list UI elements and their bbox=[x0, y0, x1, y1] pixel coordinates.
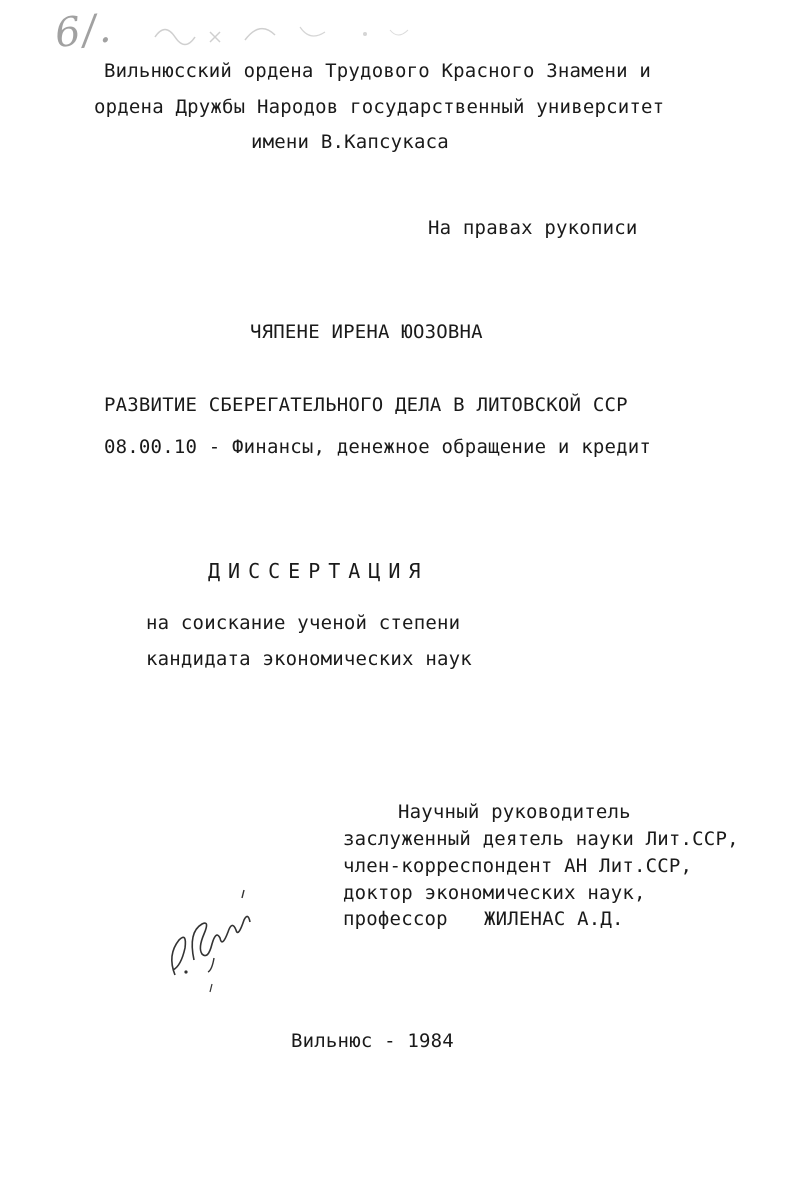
author-name: ЧЯПЕНЕ ИРЕНА ЮОЗОВНА bbox=[250, 321, 483, 343]
supervisor-role: профессор bbox=[343, 908, 448, 930]
supervisor-name: ЖИЛЕНАС А.Д. bbox=[484, 908, 624, 930]
university-line-2: ордена Дружбы Народов государственный университет bbox=[94, 96, 665, 118]
supervisor-title-3: доктор экономических наук, bbox=[343, 882, 646, 904]
faint-stamp-marks bbox=[150, 12, 450, 52]
supervisor-heading: Научный руководитель bbox=[398, 801, 631, 823]
supervisor-title-1: заслуженный деятель науки Лит.ССР, bbox=[343, 828, 739, 850]
manuscript-note: На правах рукописи bbox=[428, 217, 638, 239]
place-year: Вильнюс - 1984 bbox=[291, 1030, 454, 1052]
degree-line-1: на соискание ученой степени bbox=[146, 612, 461, 634]
university-line-3: имени В.Капсукаса bbox=[251, 131, 449, 153]
handwritten-signature bbox=[150, 880, 270, 1000]
degree-line-2: кандидата экономических наук bbox=[146, 648, 472, 670]
university-line-1: Вильнюсский ордена Трудового Красного Знамени и bbox=[104, 60, 652, 82]
supervisor-title-2: член-корреспондент АН Лит.ССР, bbox=[343, 855, 693, 877]
thesis-specialty: 08.00.10 - Финансы, денежное обращение и кредит bbox=[104, 436, 652, 458]
archive-stamp-number: 6/. bbox=[52, 5, 115, 57]
thesis-title: РАЗВИТИЕ СБЕРЕГАТЕЛЬНОГО ДЕЛА В ЛИТОВСКОЙ ССР bbox=[104, 394, 628, 416]
document-type: ДИССЕРТАЦИЯ bbox=[208, 559, 429, 583]
